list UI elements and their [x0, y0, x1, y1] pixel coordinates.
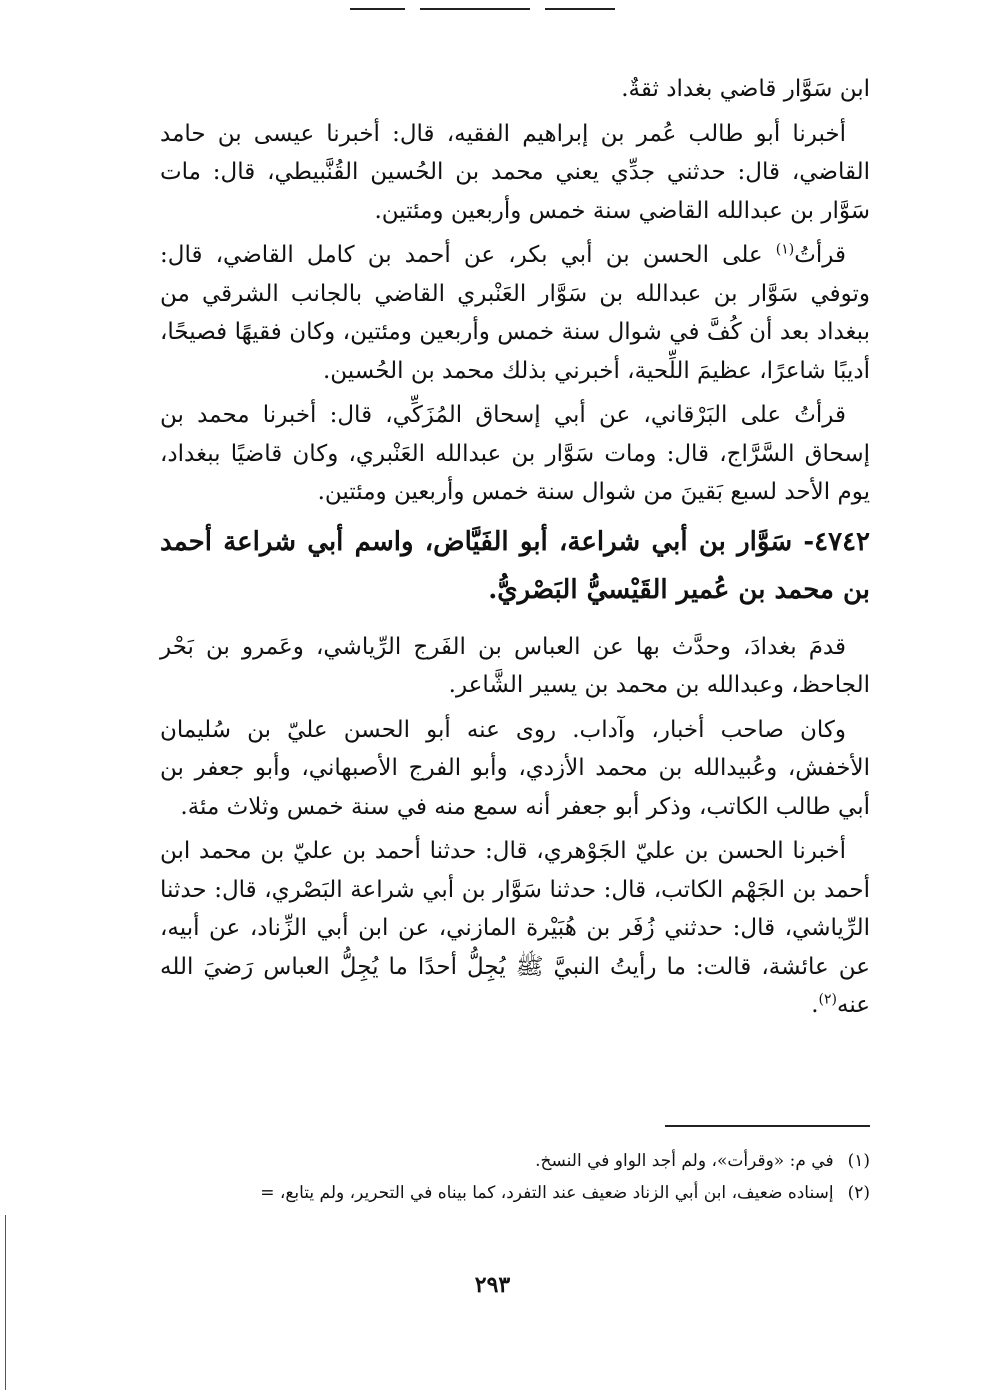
paragraph-3 [160, 236, 870, 390]
paragraph-2: أخبرنا أبو طالب عُمر بن إبراهيم الفقيه، قال: أخبرنا عيسى بن حامد القاضي، قال: حدثني جدِّي يعني محمد بن الحُسين القُنَّبيطي، قال: مات سَوَّار بن عبدالله القاضي سنة خمس وأربعين ومئتين. [160, 120, 870, 224]
paragraph-3-start: قرأتُ [794, 242, 846, 268]
paragraph-4: قرأتُ على البَرْقاني، عن أبي إسحاق المُزَكِّي، قال: أخبرنا محمد بن إسحاق السَّرَّاج، قال: ومات سَوَّار بن عبدالله العَنْبري، وكان قاضيًا ببغداد، يوم الأحد لسبع بَقينَ من شوال سنة خمس وأربعين ومئتين. [160, 402, 870, 505]
entry-heading: ٤٧٤٢- سَوَّار بن أبي شراعة، أبو الفَيَّاض، واسم أبي شراعة أحمد بن محمد بن عُمير القَيْسيُّ البَصْريُّ. [160, 526, 870, 605]
paragraph-7 [160, 832, 870, 1025]
footnote-2-text: إسناده ضعيف، ابن أبي الزناد ضعيف عند التفرد، كما بيناه في التحرير، ولم يتابع، = [260, 1183, 834, 1203]
footnote-separator [665, 1125, 870, 1127]
main-text-top [160, 70, 870, 1031]
footnote-1-number: (١) [847, 1151, 870, 1171]
paragraph-7-start: أخبرنا الحسن بن عليّ الجَوْهري، قال: حدثنا أحمد بن عليّ بن محمد ابن أحمد بن الجَهْم الكاتب، قال: حدثنا سَوَّار بن أبي شراعة البَصْري، قال: حدثنا الرِّياشي، قال: حدثني زُفَر بن هُبَيْرة المازني، عن ابن أبي الزِّناد، عن أبيه، عن عائشة، قالت: ما رأيتُ النبيَّ ﷺ يُجِلُّ أحدًا ما يُجِلُّ العباس رَضيَ الله عنه [160, 838, 870, 1018]
paragraph-6: وكان صاحب أخبار، وآداب. روى عنه أبو الحسن عليّ بن سُليمان الأخفش، وعُبيدالله بن محمد الأزدي، وأبو الفرج الأصبهاني، وأبو جعفر بن أبي طالب الكاتب، وذكر أبو جعفر أنه سمع منه في سنة خمس وثلاث مئة. [160, 716, 870, 820]
footnote-ref-1: (١) [775, 241, 795, 258]
top-rule-center [420, 8, 530, 10]
footnote-1 [160, 1145, 870, 1177]
paragraph-7-end: . [811, 992, 819, 1018]
paragraph-5: قدمَ بغدادَ، وحدَّث بها عن العباس بن الفَرج الرِّياشي، وعَمرو بن بَحْر الجاحظ، وعبدالله بن محمد بن يسير الشَّاعر. [160, 633, 870, 698]
footnote-ref-2: (٢) [818, 991, 837, 1008]
paragraph-3-rest: على الحسن بن أبي بكر، عن أحمد بن كامل القاضي، قال: وتوفي سَوَّار بن عبدالله بن سَوَّار العَنْبري القاضي بالجانب الشرقي من ببغداد بعد أن كُفَّ في شوال سنة خمس وأربعين ومئتين، وكان فقيهًا فصيحًا، أديبًا شاعرًا، عظيمَ اللِّحية، أخبرني بذلك محمد بن الحُسين. [160, 242, 870, 384]
page-number: ٢٩٣ [474, 1272, 511, 1298]
footnotes [160, 1145, 870, 1209]
paragraph-1: ابن سَوَّار قاضي بغداد ثقةٌ. [621, 76, 870, 102]
footnote-2 [160, 1177, 870, 1209]
scan-binding-edge [5, 1215, 6, 1390]
footnote-2-number: (٢) [847, 1183, 870, 1203]
footnote-1-text: في م: «وقرأت»، ولم أجد الواو في النسخ. [535, 1151, 834, 1171]
top-rule-right [545, 8, 615, 10]
top-rule-left [350, 8, 405, 10]
